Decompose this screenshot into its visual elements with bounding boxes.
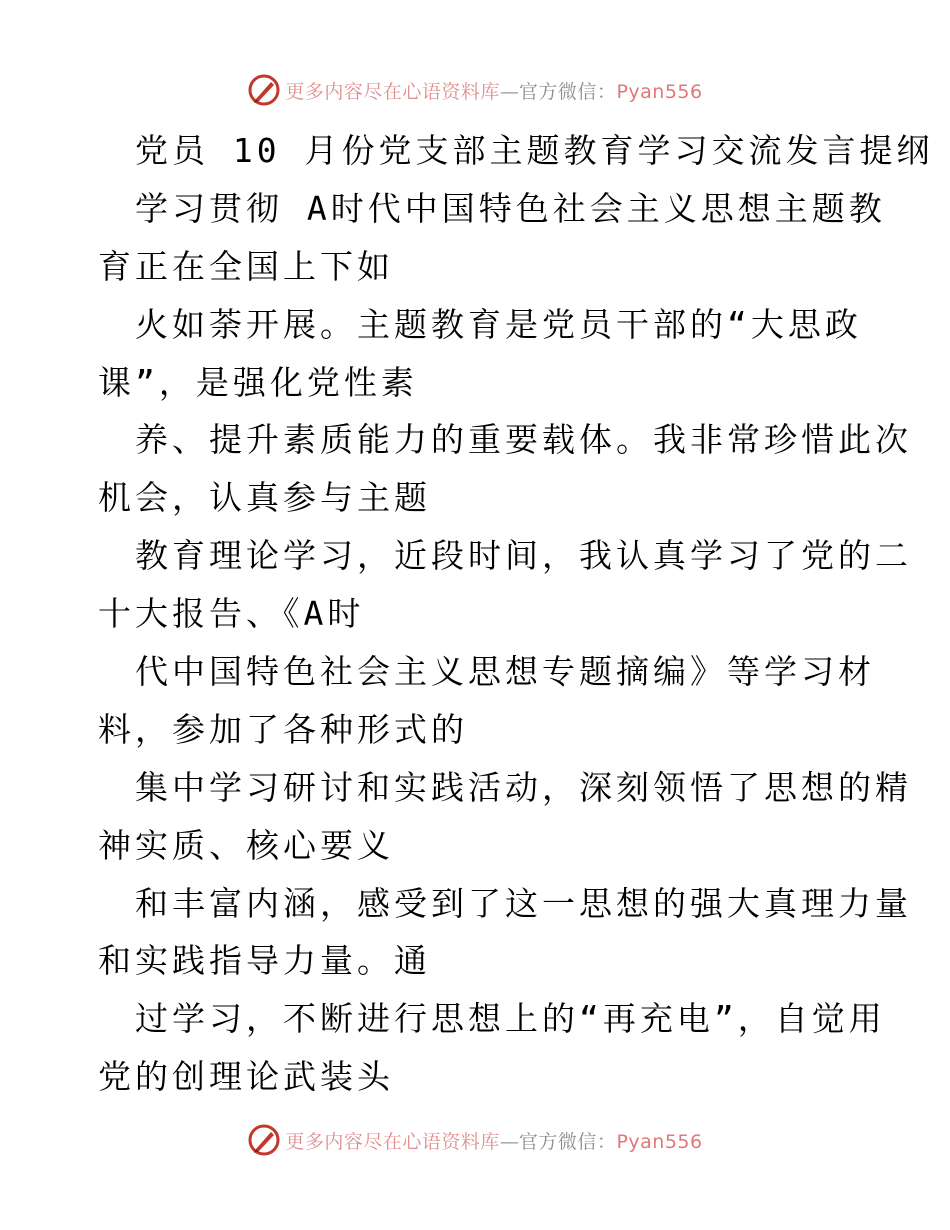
text-line: 过学习，不断进行思想上的“再充电”，自觉用	[135, 999, 886, 1039]
banner-wechat-id: Pyan556	[616, 1130, 703, 1153]
pen-circle-logo-icon	[247, 73, 281, 107]
text-line: 机会，认真参与主题	[98, 478, 431, 518]
banner-wechat-label: 官方微信：	[518, 1130, 617, 1153]
banner-main-text: 更多内容尽在心语资料库	[285, 80, 500, 103]
banner-separator: —	[499, 1130, 519, 1153]
banner-main-text: 更多内容尽在心语资料库	[285, 1130, 500, 1153]
text-line: 火如荼开展。主题教育是党员干部的“大思政	[135, 304, 862, 344]
text-line: 育正在全国上下如	[98, 246, 394, 286]
text-line: 料，参加了各种形式的	[98, 709, 468, 749]
text-line: 学习贯彻 A时代中国特色社会主义思想主题教	[135, 188, 886, 228]
text-line: 集中学习研讨和实践活动，深刻领悟了思想的精	[135, 767, 912, 807]
banner-wechat-label: 官方微信：	[518, 80, 617, 103]
text-line: 代中国特色社会主义思想专题摘编》等学习材	[135, 652, 875, 692]
footer-banner	[0, 1120, 950, 1160]
text-line: 和实践指导力量。通	[98, 941, 431, 981]
text-line: 神实质、核心要义	[98, 825, 394, 865]
banner-separator: —	[499, 80, 519, 103]
text-line: 党的创理论武装头	[98, 1057, 394, 1097]
text-line: 教育理论学习，近段时间，我认真学习了党的二	[135, 536, 912, 576]
document-body	[98, 122, 934, 1106]
banner-text	[285, 77, 702, 104]
text-line: 和丰富内涵，感受到了这一思想的强大真理力量	[135, 883, 912, 923]
text-line: 养、提升素质能力的重要载体。我非常珍惜此次	[135, 420, 912, 460]
header-banner	[0, 70, 950, 110]
banner-wechat-id: Pyan556	[616, 80, 703, 103]
text-line: 课”，是强化党性素	[98, 362, 418, 402]
text-line: 十大报告、《A时	[98, 594, 365, 634]
pen-circle-logo-icon	[247, 1123, 281, 1157]
banner-text	[285, 1127, 702, 1154]
document-title: 党员 10 月份党支部主题教育学习交流发言提纲	[135, 131, 934, 170]
